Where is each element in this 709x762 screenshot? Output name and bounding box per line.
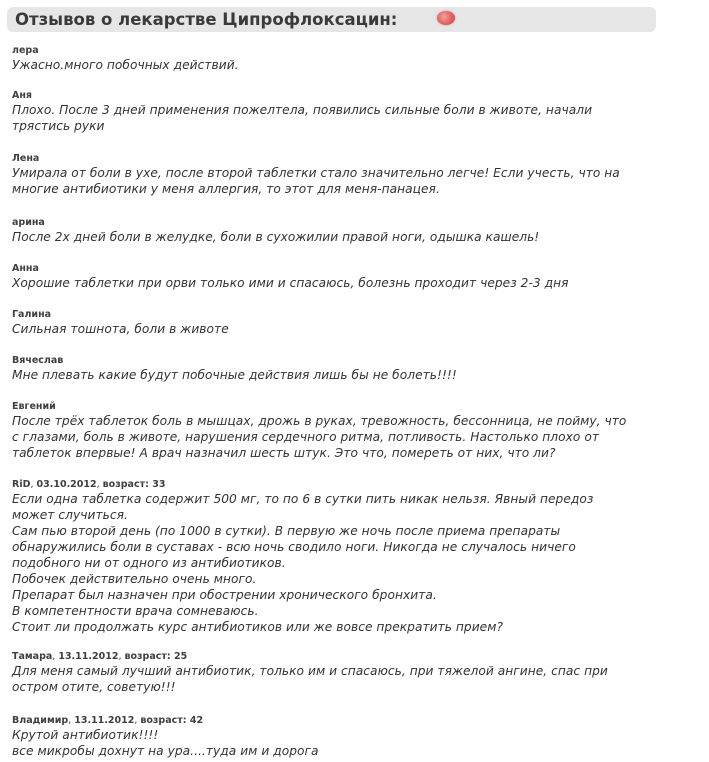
review-author: Аня [12,90,33,101]
review-age: 33 [152,479,166,490]
review-meta [12,400,662,413]
separator: , [134,715,141,726]
review-text-line: с глазами, боль в животе, нарушения сердечного ритма, потливость. Настолько плохо от [12,430,599,444]
review-author: RiD [12,479,31,490]
review-age-label: возраст: [102,479,149,490]
review-age-label: возраст: [140,715,187,726]
review-meta [12,262,662,275]
review-item [12,478,662,635]
review-item [12,354,662,383]
review-text-line: таблеток впервые! А врач назначил шесть штук. Это что, помереть от них, что ли? [12,446,556,460]
review-author: Галина [12,309,52,320]
review-date: 13.11.2012 [74,715,135,726]
review-meta [12,714,662,727]
review-text [12,663,662,695]
review-text-line: может случиться. [12,508,128,522]
review-text-line: Сильная тошнота, боли в животе [12,322,229,336]
review-text-line: Сам пью второй день (по 1000 в сутки). В первую же ночь после приема препараты [12,524,561,538]
review-meta [12,354,662,367]
review-text-line: Мне плевать какие будут побочные действия лишь бы не болеть!!!! [12,368,457,382]
review-text-line: многие антибиотики у меня аллергия, то этот для меня-панацея. [12,182,440,196]
review-age: 42 [189,715,204,726]
review-text [12,102,662,134]
review-text-line: Для меня самый лучший антибиотик, только им и спасаюсь, при тяжелой ангине, спас при [12,664,608,678]
review-text [12,413,662,461]
review-age: 25 [174,651,188,662]
review-text-line: остром отите, советую!!! [12,680,176,694]
review-age-label: возраст: [124,651,171,662]
review-text [12,57,662,73]
review-text [12,275,662,291]
review-meta [12,44,662,57]
review-text-line: После трёх таблеток боль в мышцах, дрожь в руках, тревожность, бессонница, не пойму, что [12,414,627,428]
review-text-line: Хорошие таблетки при орви только ими и спасаюсь, болезнь проходит через 2-3 дня [12,276,569,290]
review-text-line: После 2х дней боли в желудке, боли в сухожилии правой ноги, одышка кашель! [12,230,540,244]
review-text-line: Стоит ли продолжать курс антибиотиков или же вовсе прекратить прием? [12,620,503,634]
review-text-line: подобного ни от одного из антибиотиков. [12,556,286,570]
page-title: Отзывов о лекарстве Ципрофлоксацин: [15,10,398,29]
review-item [12,216,662,245]
review-text [12,491,662,635]
review-text-line: Плохо. После 3 дней применения пожелтела, появились сильные боли в животе, начали [12,103,593,117]
review-text [12,321,662,337]
review-item [12,89,662,134]
separator: , [30,479,37,490]
review-text-line: В компетентности врача сомневаюсь. [12,604,259,618]
review-author: Вячеслав [12,355,64,366]
review-text-line: обнаружились боли в суставах - всю ночь сводило ноги. Никогда не случалось ничего [12,540,576,554]
review-meta [12,478,662,491]
review-meta [12,650,662,663]
review-text-line: Препарат был назначен при обострении хронического бронхита. [12,588,437,602]
review-text [12,727,662,759]
separator: , [96,479,103,490]
reviews-header [7,7,656,32]
review-meta [12,152,662,165]
review-meta [12,89,662,102]
review-meta [12,216,662,229]
review-text [12,367,662,383]
review-item [12,714,662,759]
review-author: Анна [12,263,39,274]
review-item [12,308,662,337]
separator: , [52,651,59,662]
review-author: Владимир [12,715,69,726]
review-text-line: Побочек действительно очень много. [12,572,257,586]
review-date: 03.10.2012 [36,479,97,490]
review-author: Тамара [12,651,53,662]
review-item [12,262,662,291]
review-author: Лена [12,153,40,164]
review-author: лера [12,45,39,56]
review-text-line: трястись руки [12,119,105,133]
review-text [12,165,662,197]
red-dot-icon [437,11,455,25]
review-text-line: Крутой антибиотик!!!! [12,728,159,742]
review-author: арина [12,217,45,228]
review-text [12,229,662,245]
review-item [12,400,662,461]
separator: , [68,715,75,726]
review-text-line: Если одна таблетка содержит 500 мг, то по 6 в сутки пить никак нельзя. Явный передоз [12,492,594,506]
review-date: 13.11.2012 [58,651,119,662]
review-text-line: Умирала от боли в ухе, после второй таблетки стало значительно легче! Если учесть, что на [12,166,620,180]
separator: , [118,651,125,662]
review-author: Евгений [12,401,56,412]
review-text-line: все микробы дохнут на ура....туда им и дорога [12,744,319,758]
review-meta [12,308,662,321]
review-text-line: Ужасно.много побочных действий. [12,58,239,72]
review-item [12,152,662,197]
review-item [12,44,662,73]
review-item [12,650,662,695]
